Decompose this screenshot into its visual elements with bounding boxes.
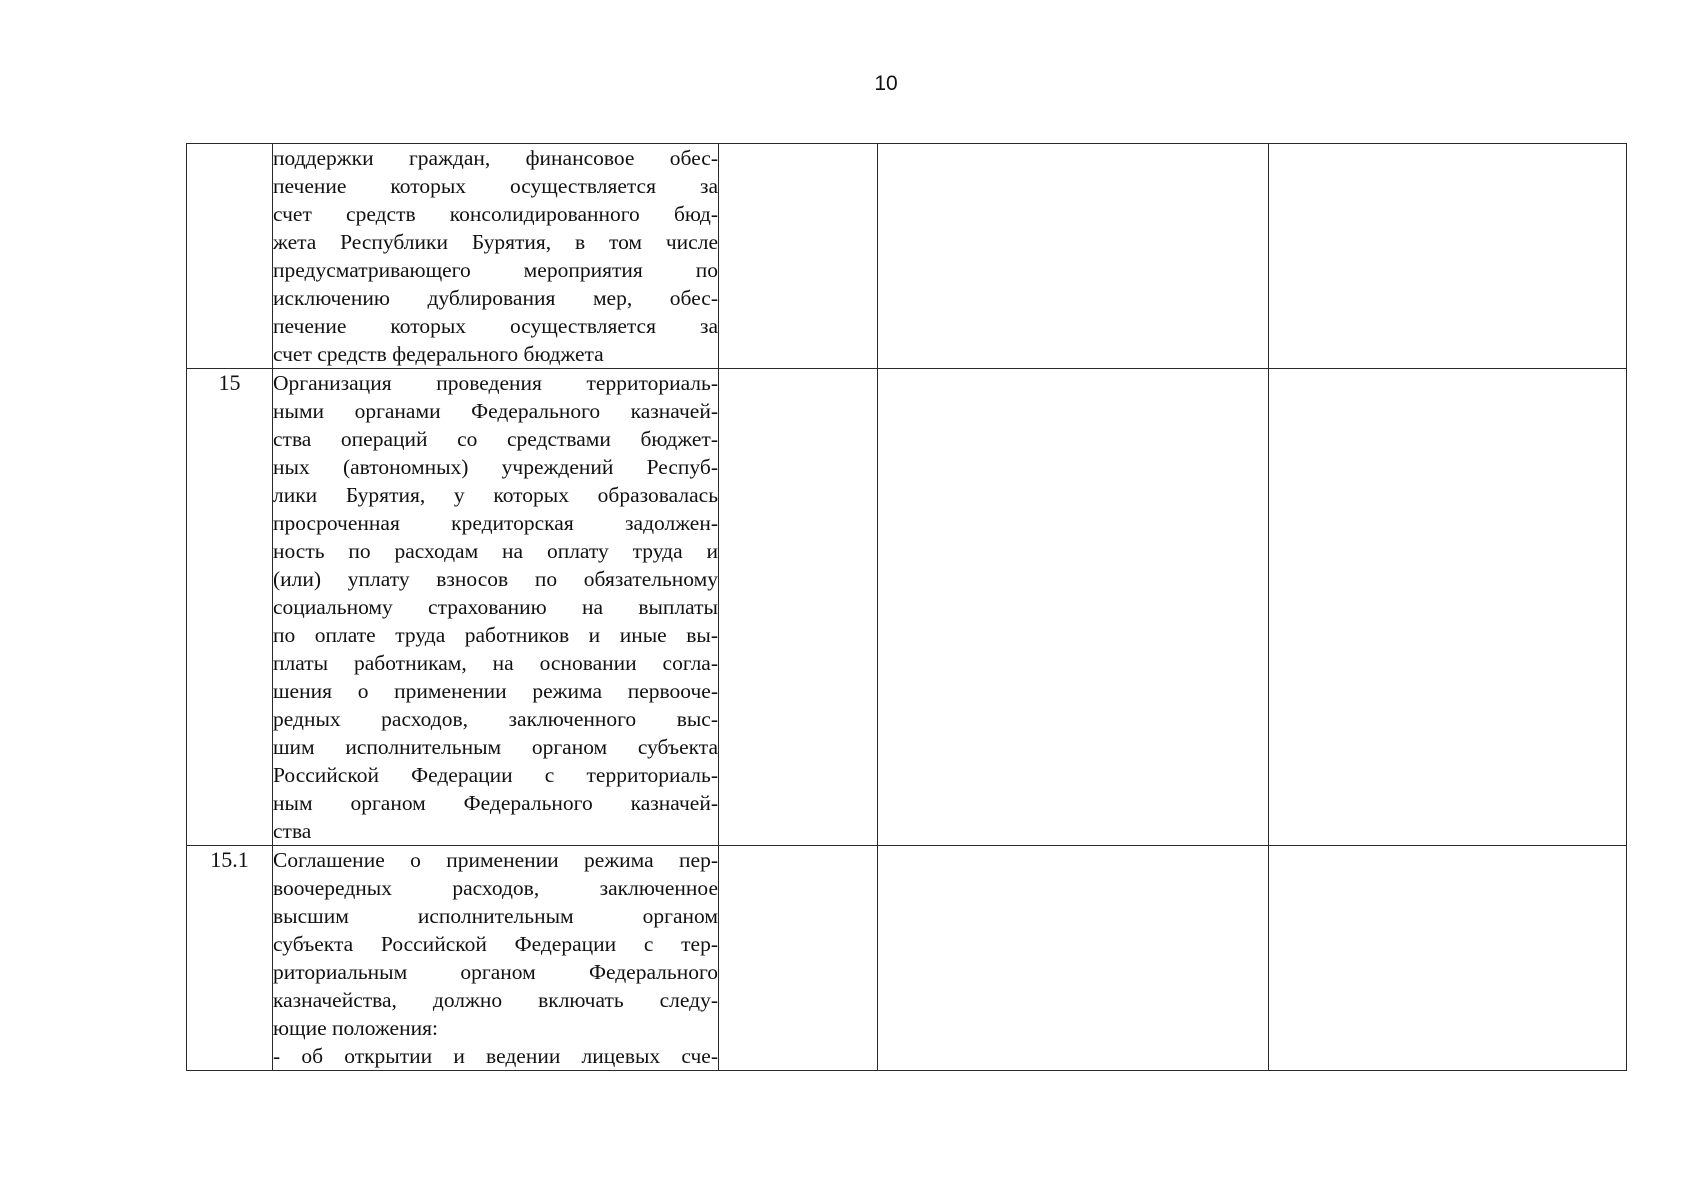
empty-cell xyxy=(878,369,1269,846)
row-number-cell: 15.1 xyxy=(187,846,273,1071)
row-description-cell xyxy=(273,144,719,369)
empty-cell xyxy=(1269,369,1627,846)
document-table xyxy=(186,143,1627,1071)
text-line: казначейства, должно включать следу- xyxy=(273,988,718,1012)
empty-cell xyxy=(719,846,878,1071)
page-number: 10 xyxy=(874,72,898,95)
text-line: высшим исполнительным органом xyxy=(273,904,718,928)
text-line: счет средств консолидированного бюд- xyxy=(273,202,718,226)
text-line: шения о применении режима первооче- xyxy=(273,679,718,703)
text-line: платы работникам, на основании согла- xyxy=(273,651,718,675)
empty-cell xyxy=(1269,144,1627,369)
text-line: поддержки граждан, финансовое обес- xyxy=(273,146,718,170)
text-line: ность по расходам на оплату труда и xyxy=(273,539,718,563)
text-line: просроченная кредиторская задолжен- xyxy=(273,511,718,535)
text-line: печение которых осуществляется за xyxy=(273,174,718,198)
text-line: по оплате труда работников и иные вы- xyxy=(273,623,718,647)
text-line: ющие положения: xyxy=(273,1016,438,1040)
text-line: ных (автономных) учреждений Респуб- xyxy=(273,455,718,479)
row-description-cell xyxy=(273,369,719,846)
text-line: жета Республики Бурятия, в том числе xyxy=(273,230,718,254)
text-line: ными органами Федерального казначей- xyxy=(273,399,718,423)
text-line: воочередных расходов, заключенное xyxy=(273,876,718,900)
text-line: ным органом Федерального казначей- xyxy=(273,791,718,815)
text-line: (или) уплату взносов по обязательному xyxy=(273,567,718,591)
text-line: социальному страхованию на выплаты xyxy=(273,595,718,619)
text-line: печение которых осуществляется за xyxy=(273,314,718,338)
text-line: шим исполнительным органом субъекта xyxy=(273,735,718,759)
table-row xyxy=(187,369,1627,846)
text-line: ства операций со средствами бюджет- xyxy=(273,427,718,451)
text-line: счет средств федерального бюджета xyxy=(273,342,604,366)
text-line: - об открытии и ведении лицевых сче- xyxy=(273,1044,718,1068)
empty-cell xyxy=(878,144,1269,369)
row-description-cell xyxy=(273,846,719,1071)
text-line: риториальным органом Федерального xyxy=(273,960,718,984)
empty-cell xyxy=(878,846,1269,1071)
text-line: предусматривающего мероприятия по xyxy=(273,258,718,282)
empty-cell xyxy=(719,144,878,369)
text-line: исключению дублирования мер, обес- xyxy=(273,286,718,310)
empty-cell xyxy=(719,369,878,846)
text-line: Российской Федерации с территориаль- xyxy=(273,763,718,787)
text-line: лики Бурятия, у которых образовалась xyxy=(273,483,718,507)
table-row xyxy=(187,144,1627,369)
row-number-cell: 15 xyxy=(187,369,273,846)
text-line: Организация проведения территориаль- xyxy=(273,371,718,395)
text-line: редных расходов, заключенного выс- xyxy=(273,707,718,731)
row-number-cell xyxy=(187,144,273,369)
text-line: ства xyxy=(273,819,312,843)
table-row xyxy=(187,846,1627,1071)
empty-cell xyxy=(1269,846,1627,1071)
text-line: субъекта Российской Федерации с тер- xyxy=(273,932,718,956)
text-line: Соглашение о применении режима пер- xyxy=(273,848,718,872)
